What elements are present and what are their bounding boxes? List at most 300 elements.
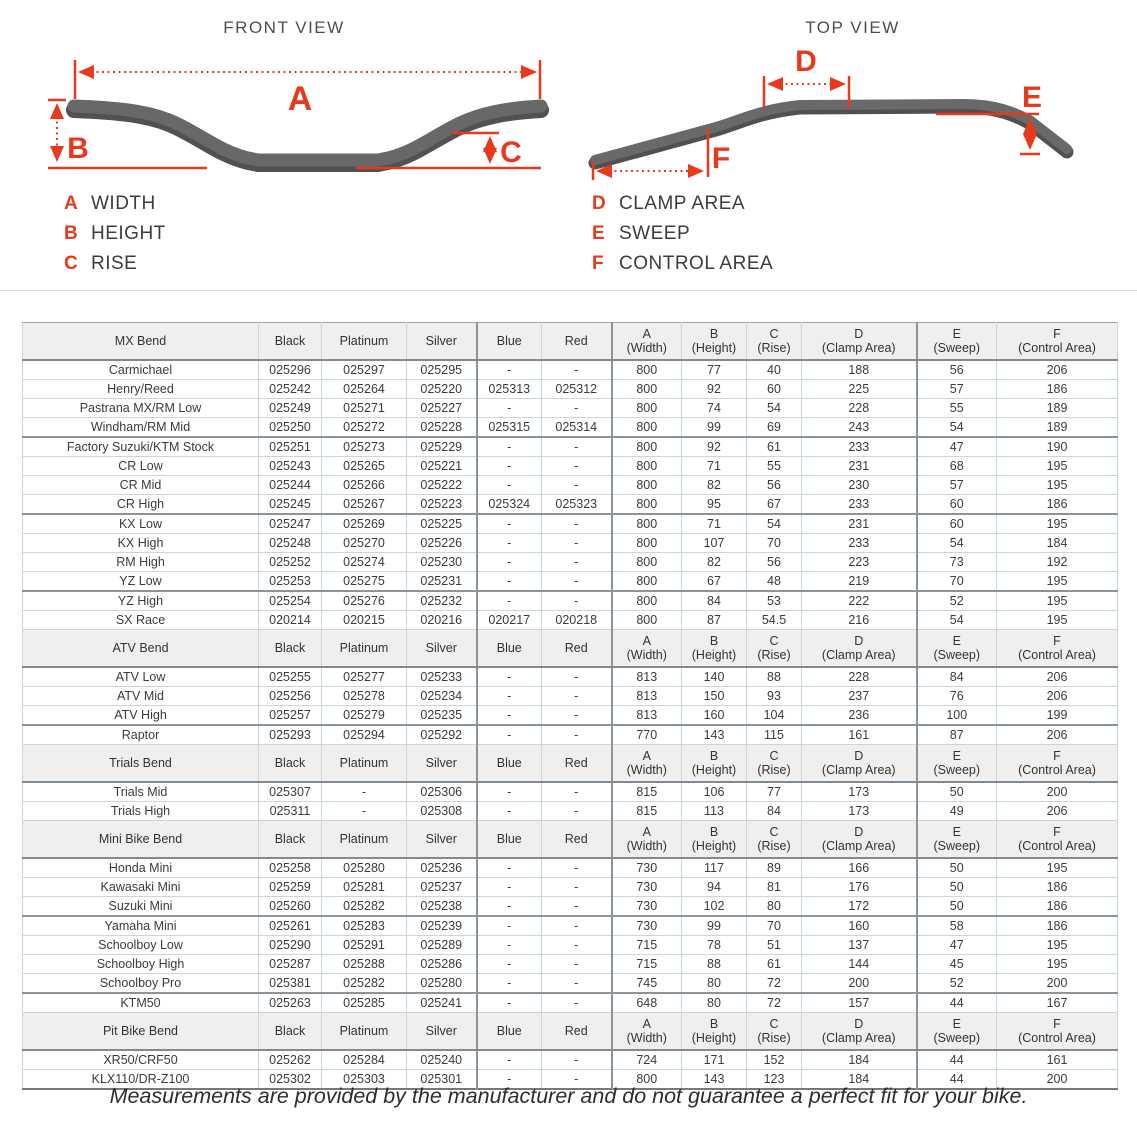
value-cell: 89 xyxy=(747,858,802,878)
value-cell: 93 xyxy=(747,687,802,706)
dimension-letter: B xyxy=(709,825,719,839)
value-cell: - xyxy=(477,725,542,745)
value-cell: 025244 xyxy=(259,476,322,495)
value-cell: - xyxy=(477,476,542,495)
value-cell: 025241 xyxy=(407,993,477,1013)
value-cell: 730 xyxy=(612,916,682,936)
value-cell: 025240 xyxy=(407,1050,477,1070)
value-cell: 025235 xyxy=(407,706,477,726)
dimension-sublabel: (Rise) xyxy=(757,839,791,853)
table-row xyxy=(23,591,1118,611)
dimension-column-header xyxy=(997,821,1118,859)
table-row xyxy=(23,399,1118,418)
value-cell: 025247 xyxy=(259,514,322,534)
value-cell: 57 xyxy=(917,476,997,495)
value-cell: 173 xyxy=(802,782,917,802)
value-cell: 025289 xyxy=(407,936,477,955)
table-row xyxy=(23,687,1118,706)
value-cell: 73 xyxy=(917,553,997,572)
color-column-header: Blue xyxy=(477,1013,542,1051)
dimension-sublabel: (Sweep) xyxy=(933,1031,981,1045)
dimension-column-header xyxy=(612,630,682,668)
value-cell: 78 xyxy=(682,936,747,955)
value-cell: 84 xyxy=(747,802,802,821)
value-cell: - xyxy=(542,457,612,476)
dimension-column-header xyxy=(612,745,682,783)
bend-name-cell: YZ High xyxy=(23,591,259,611)
value-cell: 200 xyxy=(997,974,1118,994)
value-cell: 188 xyxy=(802,360,917,380)
value-cell: 50 xyxy=(917,878,997,897)
front-view-legend xyxy=(64,193,166,283)
value-cell: 56 xyxy=(917,360,997,380)
value-cell: 025283 xyxy=(322,916,407,936)
value-cell: - xyxy=(477,916,542,936)
bend-name-cell: KLX110/DR-Z100 xyxy=(23,1070,259,1090)
value-cell: 186 xyxy=(997,380,1118,399)
value-cell: 770 xyxy=(612,725,682,745)
value-cell: - xyxy=(477,993,542,1013)
color-column-header: Blue xyxy=(477,323,542,361)
value-cell: 102 xyxy=(682,897,747,917)
value-cell: 195 xyxy=(997,457,1118,476)
dimension-column-header xyxy=(747,630,802,668)
value-cell: - xyxy=(477,858,542,878)
section-header-row xyxy=(23,821,1118,859)
value-cell: 80 xyxy=(682,974,747,994)
value-cell: 61 xyxy=(747,955,802,974)
value-cell: 025284 xyxy=(322,1050,407,1070)
bend-name-cell: Trials High xyxy=(23,802,259,821)
value-cell: 99 xyxy=(682,916,747,936)
value-cell: 47 xyxy=(917,437,997,457)
value-cell: 025221 xyxy=(407,457,477,476)
table-row xyxy=(23,858,1118,878)
dimension-sublabel: (Rise) xyxy=(757,763,791,777)
value-cell: - xyxy=(322,782,407,802)
value-cell: 71 xyxy=(682,514,747,534)
value-cell: 020214 xyxy=(259,611,322,630)
dimension-sublabel: (Sweep) xyxy=(933,341,981,355)
value-cell: - xyxy=(477,534,542,553)
section-name-header: Mini Bike Bend xyxy=(23,821,259,859)
dimension-column-header xyxy=(917,745,997,783)
legend-item xyxy=(592,253,773,275)
value-cell: 70 xyxy=(917,572,997,592)
dimension-column-header xyxy=(997,630,1118,668)
dimension-letter: C xyxy=(769,634,779,648)
value-cell: 82 xyxy=(682,476,747,495)
dimension-letter: F xyxy=(1053,749,1061,763)
legend-item xyxy=(64,223,166,245)
value-cell: 80 xyxy=(747,897,802,917)
dimension-letter: B xyxy=(709,749,719,763)
value-cell: - xyxy=(477,897,542,917)
value-cell: 025248 xyxy=(259,534,322,553)
value-cell: 025226 xyxy=(407,534,477,553)
value-cell: 54 xyxy=(917,611,997,630)
value-cell: 025274 xyxy=(322,553,407,572)
value-cell: 025314 xyxy=(542,418,612,438)
value-cell: 025272 xyxy=(322,418,407,438)
value-cell: 40 xyxy=(747,360,802,380)
dimension-column-header xyxy=(682,745,747,783)
value-cell: - xyxy=(477,399,542,418)
value-cell: 72 xyxy=(747,993,802,1013)
dimension-sublabel: (Width) xyxy=(626,1031,667,1045)
dimension-sublabel: (Width) xyxy=(626,648,667,662)
value-cell: - xyxy=(542,706,612,726)
legend-label: HEIGHT xyxy=(91,223,166,244)
value-cell: 84 xyxy=(917,667,997,687)
legend-label: RISE xyxy=(91,253,138,274)
legend-key: C xyxy=(64,253,78,274)
value-cell: 020218 xyxy=(542,611,612,630)
value-cell: 94 xyxy=(682,878,747,897)
value-cell: 025280 xyxy=(407,974,477,994)
value-cell: 195 xyxy=(997,591,1118,611)
value-cell: - xyxy=(542,725,612,745)
legend-item xyxy=(592,193,773,215)
value-cell: 813 xyxy=(612,667,682,687)
value-cell: 44 xyxy=(917,993,997,1013)
value-cell: - xyxy=(477,878,542,897)
value-cell: 025251 xyxy=(259,437,322,457)
value-cell: 800 xyxy=(612,437,682,457)
value-cell: 025256 xyxy=(259,687,322,706)
value-cell: 123 xyxy=(747,1070,802,1090)
value-cell: - xyxy=(542,667,612,687)
dimension-sublabel: (Height) xyxy=(691,839,737,853)
value-cell: 025243 xyxy=(259,457,322,476)
value-cell: 025239 xyxy=(407,916,477,936)
value-cell: 233 xyxy=(802,534,917,553)
value-cell: 140 xyxy=(682,667,747,687)
bend-name-cell: Henry/Reed xyxy=(23,380,259,399)
dimension-letter: A xyxy=(642,749,651,763)
dimension-sublabel: (Clamp Area) xyxy=(821,839,896,853)
value-cell: 166 xyxy=(802,858,917,878)
value-cell: 143 xyxy=(682,1070,747,1090)
value-cell: 025233 xyxy=(407,667,477,687)
dimension-sublabel: (Width) xyxy=(626,341,667,355)
value-cell: 200 xyxy=(802,974,917,994)
table-row xyxy=(23,802,1118,821)
dimension-column-header xyxy=(917,630,997,668)
value-cell: 813 xyxy=(612,706,682,726)
section-header-row xyxy=(23,1013,1118,1051)
value-cell: 020215 xyxy=(322,611,407,630)
value-cell: 189 xyxy=(997,418,1118,438)
value-cell: 025290 xyxy=(259,936,322,955)
value-cell: 025265 xyxy=(322,457,407,476)
value-cell: 199 xyxy=(997,706,1118,726)
bend-name-cell: Suzuki Mini xyxy=(23,897,259,917)
value-cell: 025295 xyxy=(407,360,477,380)
dimension-sublabel: (Rise) xyxy=(757,341,791,355)
value-cell: 106 xyxy=(682,782,747,802)
dimension-sublabel: (Width) xyxy=(626,839,667,853)
value-cell: 025275 xyxy=(322,572,407,592)
value-cell: 025249 xyxy=(259,399,322,418)
value-cell: - xyxy=(542,572,612,592)
bend-name-cell: Raptor xyxy=(23,725,259,745)
value-cell: 025230 xyxy=(407,553,477,572)
value-cell: 87 xyxy=(682,611,747,630)
value-cell: 025258 xyxy=(259,858,322,878)
value-cell: 160 xyxy=(802,916,917,936)
value-cell: 025262 xyxy=(259,1050,322,1070)
value-cell: 100 xyxy=(917,706,997,726)
bend-name-cell: CR High xyxy=(23,495,259,515)
value-cell: 184 xyxy=(802,1050,917,1070)
value-cell: 648 xyxy=(612,993,682,1013)
bend-name-cell: XR50/CRF50 xyxy=(23,1050,259,1070)
value-cell: 025236 xyxy=(407,858,477,878)
color-column-header: Black xyxy=(259,630,322,668)
value-cell: 800 xyxy=(612,360,682,380)
dimension-column-header xyxy=(682,821,747,859)
color-column-header: Silver xyxy=(407,821,477,859)
table-row xyxy=(23,1050,1118,1070)
table-row xyxy=(23,936,1118,955)
value-cell: 025323 xyxy=(542,495,612,515)
value-cell: 222 xyxy=(802,591,917,611)
value-cell: 025259 xyxy=(259,878,322,897)
value-cell: 231 xyxy=(802,457,917,476)
value-cell: 025271 xyxy=(322,399,407,418)
value-cell: 236 xyxy=(802,706,917,726)
table-row xyxy=(23,572,1118,592)
value-cell: 195 xyxy=(997,514,1118,534)
dimension-letter: A xyxy=(642,825,651,839)
value-cell: 50 xyxy=(917,782,997,802)
value-cell: 216 xyxy=(802,611,917,630)
value-cell: 025225 xyxy=(407,514,477,534)
color-column-header: Red xyxy=(542,323,612,361)
dimension-sublabel: (Height) xyxy=(691,341,737,355)
value-cell: 70 xyxy=(747,916,802,936)
dimension-column-header xyxy=(747,323,802,361)
value-cell: 92 xyxy=(682,380,747,399)
legend-key: B xyxy=(64,223,78,244)
value-cell: 104 xyxy=(747,706,802,726)
value-cell: 95 xyxy=(682,495,747,515)
dimension-sublabel: (Height) xyxy=(691,648,737,662)
dimension-letter-c: C xyxy=(500,136,522,169)
value-cell: 025267 xyxy=(322,495,407,515)
value-cell: 84 xyxy=(682,591,747,611)
value-cell: - xyxy=(542,360,612,380)
table-row xyxy=(23,974,1118,994)
value-cell: - xyxy=(542,399,612,418)
value-cell: - xyxy=(542,858,612,878)
value-cell: 206 xyxy=(997,725,1118,745)
value-cell: 025234 xyxy=(407,687,477,706)
value-cell: 54 xyxy=(917,418,997,438)
dimension-column-header xyxy=(612,1013,682,1051)
value-cell: 730 xyxy=(612,858,682,878)
dimension-column-header xyxy=(802,821,917,859)
value-cell: 137 xyxy=(802,936,917,955)
dimension-column-header xyxy=(997,745,1118,783)
spec-table xyxy=(22,322,1118,1090)
front-view-title: FRONT VIEW xyxy=(223,18,345,37)
value-cell: 223 xyxy=(802,553,917,572)
value-cell: - xyxy=(542,553,612,572)
value-cell: 745 xyxy=(612,974,682,994)
value-cell: 115 xyxy=(747,725,802,745)
value-cell: 025222 xyxy=(407,476,477,495)
table-row xyxy=(23,437,1118,457)
value-cell: 800 xyxy=(612,399,682,418)
value-cell: 54 xyxy=(747,399,802,418)
value-cell: - xyxy=(542,476,612,495)
value-cell: 025261 xyxy=(259,916,322,936)
value-cell: 025280 xyxy=(322,858,407,878)
bend-name-cell: KX High xyxy=(23,534,259,553)
dimension-column-header xyxy=(917,323,997,361)
value-cell: 74 xyxy=(682,399,747,418)
dimension-letter: A xyxy=(642,327,651,341)
value-cell: 195 xyxy=(997,611,1118,630)
dimension-column-header xyxy=(682,630,747,668)
value-cell: 025276 xyxy=(322,591,407,611)
legend-key: E xyxy=(592,223,605,244)
value-cell: 70 xyxy=(747,534,802,553)
value-cell: 800 xyxy=(612,572,682,592)
value-cell: 025311 xyxy=(259,802,322,821)
dimension-letter-b: B xyxy=(67,132,89,165)
color-column-header: Red xyxy=(542,821,612,859)
dimension-letter-e: E xyxy=(1021,81,1043,114)
value-cell: 025286 xyxy=(407,955,477,974)
value-cell: 56 xyxy=(747,553,802,572)
value-cell: 195 xyxy=(997,572,1118,592)
dimension-letter: E xyxy=(952,1017,961,1031)
table-row xyxy=(23,380,1118,399)
value-cell: 025227 xyxy=(407,399,477,418)
value-cell: 56 xyxy=(747,476,802,495)
table-row xyxy=(23,360,1118,380)
value-cell: 49 xyxy=(917,802,997,821)
value-cell: - xyxy=(477,667,542,687)
bend-name-cell: Trials Mid xyxy=(23,782,259,802)
value-cell: 025282 xyxy=(322,974,407,994)
value-cell: - xyxy=(542,687,612,706)
bend-name-cell: Yamaha Mini xyxy=(23,916,259,936)
section-header-row xyxy=(23,323,1118,361)
value-cell: 113 xyxy=(682,802,747,821)
value-cell: 47 xyxy=(917,936,997,955)
bend-name-cell: Pastrana MX/RM Low xyxy=(23,399,259,418)
value-cell: 025257 xyxy=(259,706,322,726)
value-cell: 45 xyxy=(917,955,997,974)
bend-name-cell: KX Low xyxy=(23,514,259,534)
value-cell: 237 xyxy=(802,687,917,706)
dimension-letter: B xyxy=(709,1017,719,1031)
value-cell: 52 xyxy=(917,974,997,994)
value-cell: 025306 xyxy=(407,782,477,802)
value-cell: 67 xyxy=(747,495,802,515)
legend-label: CONTROL AREA xyxy=(619,253,774,274)
value-cell: 025308 xyxy=(407,802,477,821)
value-cell: 157 xyxy=(802,993,917,1013)
value-cell: 60 xyxy=(917,495,997,515)
value-cell: 44 xyxy=(917,1070,997,1090)
value-cell: - xyxy=(542,974,612,994)
color-column-header: Black xyxy=(259,1013,322,1051)
bend-name-cell: Schoolboy Pro xyxy=(23,974,259,994)
dimension-column-header xyxy=(612,821,682,859)
value-cell: 150 xyxy=(682,687,747,706)
dimension-letter: C xyxy=(769,749,779,763)
dimension-letter-d: D xyxy=(795,45,817,78)
dimension-letter: D xyxy=(854,825,864,839)
value-cell: - xyxy=(477,687,542,706)
value-cell: 82 xyxy=(682,553,747,572)
value-cell: 184 xyxy=(802,1070,917,1090)
value-cell: 025277 xyxy=(322,667,407,687)
bend-name-cell: CR Low xyxy=(23,457,259,476)
value-cell: - xyxy=(477,782,542,802)
dimension-letter: F xyxy=(1053,327,1061,341)
value-cell: 025252 xyxy=(259,553,322,572)
table-row xyxy=(23,667,1118,687)
value-cell: - xyxy=(322,802,407,821)
value-cell: 88 xyxy=(682,955,747,974)
dimension-column-header xyxy=(997,1013,1118,1051)
value-cell: 51 xyxy=(747,936,802,955)
value-cell: 800 xyxy=(612,514,682,534)
value-cell: 025220 xyxy=(407,380,477,399)
value-cell: 800 xyxy=(612,495,682,515)
value-cell: - xyxy=(477,514,542,534)
value-cell: 800 xyxy=(612,534,682,553)
dimension-letter: E xyxy=(952,749,961,763)
value-cell: 025250 xyxy=(259,418,322,438)
table-row xyxy=(23,782,1118,802)
value-cell: 195 xyxy=(997,955,1118,974)
value-cell: - xyxy=(477,802,542,821)
value-cell: 173 xyxy=(802,802,917,821)
table-row xyxy=(23,553,1118,572)
value-cell: - xyxy=(477,572,542,592)
dimension-letter: D xyxy=(854,634,864,648)
value-cell: 724 xyxy=(612,1050,682,1070)
value-cell: 800 xyxy=(612,418,682,438)
legend-item xyxy=(64,193,166,215)
value-cell: 206 xyxy=(997,360,1118,380)
value-cell: 200 xyxy=(997,782,1118,802)
value-cell: 80 xyxy=(682,993,747,1013)
value-cell: 206 xyxy=(997,802,1118,821)
value-cell: - xyxy=(542,897,612,917)
value-cell: - xyxy=(542,1050,612,1070)
dimension-column-header xyxy=(747,821,802,859)
value-cell: 025381 xyxy=(259,974,322,994)
dimension-sublabel: (Rise) xyxy=(757,648,791,662)
value-cell: 800 xyxy=(612,476,682,495)
section-name-header: ATV Bend xyxy=(23,630,259,668)
value-cell: 72 xyxy=(747,974,802,994)
legend-label: WIDTH xyxy=(91,193,156,214)
table-row xyxy=(23,916,1118,936)
table-row xyxy=(23,725,1118,745)
color-column-header: Blue xyxy=(477,745,542,783)
value-cell: 025237 xyxy=(407,878,477,897)
value-cell: - xyxy=(477,360,542,380)
